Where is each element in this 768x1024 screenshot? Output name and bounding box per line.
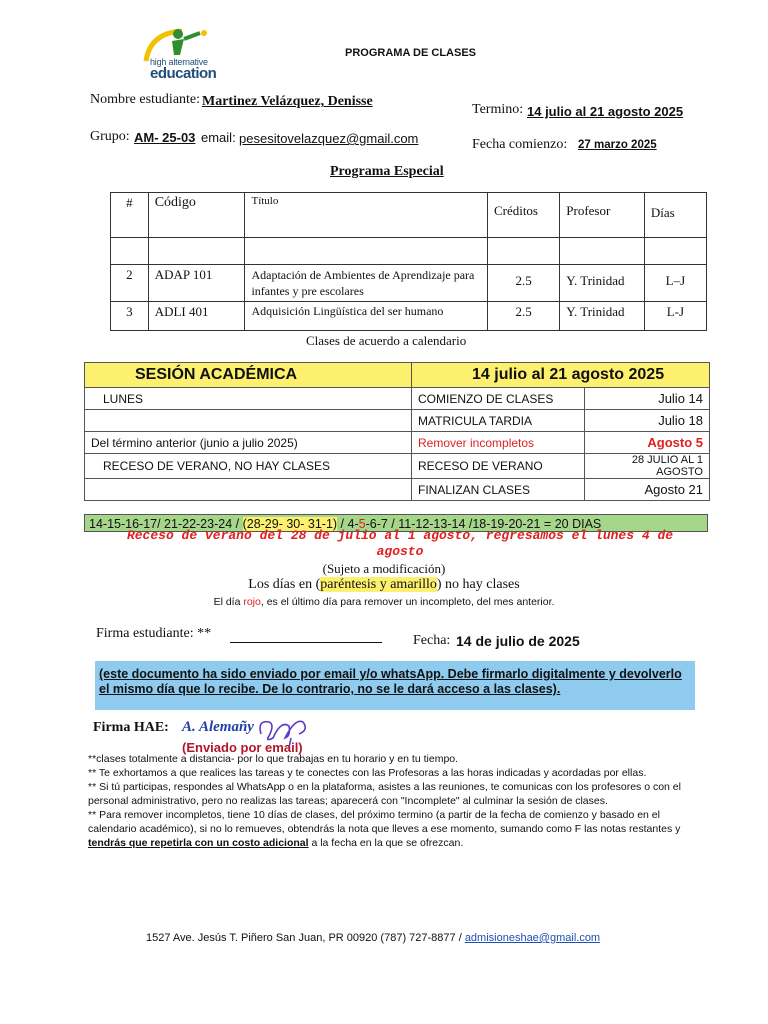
footer [146,932,600,944]
date-value: 14 de julio de 2025 [456,633,580,649]
days-part-c: / 4- [337,517,359,531]
footer-address: 1527 Ave. Jesús T. Piñero San Juan, PR 00920 (787) 727-8877 / [146,932,465,944]
term-value: 14 julio al 21 agosto 2025 [527,104,684,119]
student-signature-label: Firma estudiante: ** [96,626,212,641]
row-credits: 2.5 [487,265,559,302]
start-label: Fecha comienzo: [472,137,568,152]
sent-by-note: (Enviado por email) [182,740,303,755]
group-value: AM- 25-03 [134,130,196,145]
table-row [85,479,710,501]
note-bold: tendrás que repetirla con un costo adicional [88,837,309,849]
cal-right: Julio 18 [585,410,710,432]
row-prof: Y. Trinidad [560,265,645,302]
row-num: 2 [111,265,149,302]
page-title: PROGRAMA DE CLASES [345,47,476,59]
days-recess: (28-29- 30- 31-1) [242,517,338,531]
name-label: Nombre estudiante: [90,92,201,107]
col-days: Días [644,193,706,238]
program-header-row [111,193,707,238]
program-table [110,192,707,331]
row-days: L-J [644,302,706,331]
session-label: SESIÓN ACADÉMICA [85,363,412,388]
note-item: ** Te exhortamos a que realices las tareas y te conectes con las Profesoras a las horas indicadas y acordadas por ellas. [88,767,647,779]
cal-mid: RECESO DE VERANO [412,454,585,479]
date-label: Fecha: [413,633,451,648]
table-row [85,432,710,454]
start-value: 27 marzo 2025 [578,139,657,151]
col-credits: Créditos [487,193,559,238]
email-label: email: [201,130,236,145]
no-class-a: Los días en ( [248,577,321,592]
row-title: Adaptación de Ambientes de Aprendizaje para infantes y pre escolares [245,265,487,302]
group-label: Grupo: [90,129,130,144]
red-day-word: rojo [243,596,261,608]
cal-mid: Remover incompletos [412,432,585,454]
note-item: **clases totalmente a distancia- por lo que trabajas en tu horario y en tu tiempo. [88,753,459,765]
cal-right: Julio 14 [585,388,710,410]
table-row [111,265,707,302]
calendar-table [84,362,710,501]
signature-line[interactable] [230,642,382,643]
cal-left [85,479,412,501]
logo-line2: education [150,65,217,82]
student-name: Martinez Velázquez, Denisse [202,94,373,109]
col-prof: Profesor [560,193,645,238]
term-label: Termino: [472,102,524,117]
red-day-c: , es el último día para remover un incompleto, del mes anterior. [260,596,555,608]
table-row [85,454,710,479]
row-prof: Y. Trinidad [560,302,645,331]
footer-email-link[interactable]: admisioneshae@gmail.com [464,932,601,944]
session-dates: 14 julio al 21 agosto 2025 [412,363,710,388]
cal-right: Agosto 5 [585,432,710,454]
no-class-highlight: paréntesis y amarillo [320,577,437,592]
recess-note: Receso de verano del 28 de julio al 1 agosto, regresamos el lunes 4 de agosto [126,528,674,559]
cal-right: 28 JULIO AL 1 AGOSTO [585,454,710,479]
table-row [85,388,710,410]
row-num: 3 [111,302,149,331]
row-code: ADLI 401 [148,302,245,331]
days-part-a: 14-15-16-17/ 21-22-23-24 / [89,517,243,531]
hae-logo [138,25,218,85]
cal-mid: MATRICULA TARDIA [412,410,585,432]
cal-left: Del término anterior (junio a julio 2025) [85,432,412,454]
subject-change: (Sujeto a modificación) [322,561,446,576]
row-credits: 2.5 [487,302,559,331]
red-day-note [0,596,768,608]
table-row [111,238,707,265]
red-day-a: El día [213,596,244,608]
col-num: # [111,193,149,238]
row-title: Adquisición Lingüística del ser humano [245,302,487,331]
note-item [88,808,688,850]
calendar-intro: Clases de acuerdo a calendario [306,333,467,348]
program-heading: Programa Especial [330,164,444,179]
days-part-e: -6-7 / 11-12-13-14 /18-19-20-21 = 20 DIAS [365,517,602,531]
table-row [111,302,707,331]
cal-left: RECESO DE VERANO, NO HAY CLASES [85,454,412,479]
days-red: 5 [358,517,366,531]
note-text: ** Para remover incompletos, tiene 10 días de clases, del próximo termino (a partir de la fecha de comienzo y basado en el calendario académico), si no lo remueves, obtendrás la nota que lleves a ese momento, sumando como F las notas restantes y [88,809,681,835]
note-tail: a la fecha en la que se ofrezcan. [308,837,464,849]
email-value: pesesitovelazquez@gmail.com [239,131,419,146]
notes-block [88,752,688,850]
cal-mid: COMIENZO DE CLASES [412,388,585,410]
hae-name: A. Alemañy [182,719,254,735]
cal-left [85,410,412,432]
col-code: Código [148,193,245,238]
table-row [85,410,710,432]
notice-banner: (este documento ha sido enviado por email y/o whatsApp. Debe firmarlo digitalmente y devolverlo el mismo día que lo recibe. De lo contrario, no se le dará acceso a las clases). [95,661,695,710]
hae-signature-label: Firma HAE: [93,720,169,735]
logo-line1: high alternative [150,57,208,67]
cal-right: Agosto 21 [585,479,710,501]
col-title: Título [245,193,487,238]
no-class-c: ) no hay clases [436,577,520,592]
cal-mid: FINALIZAN CLASES [412,479,585,501]
no-class-note [0,577,768,593]
row-days: L–J [644,265,706,302]
cal-left: LUNES [85,388,412,410]
note-item: ** Si tú participas, respondes al WhatsApp o en la plataforma, asistes a las reuniones, te comunicas con los profesores o con el personal administrativo, pero no realizas las tareas; aparecerá con "Incomplete" al culminar la sesión de clases. [88,781,681,807]
row-code: ADAP 101 [148,265,245,302]
session-header-row [85,363,710,388]
